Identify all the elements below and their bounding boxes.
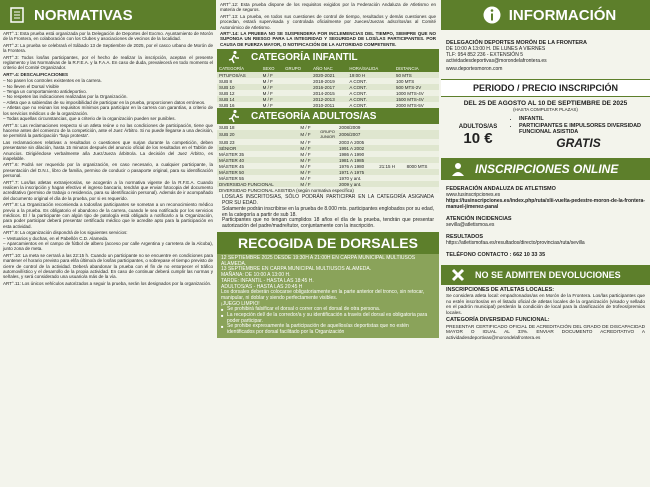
devoluciones-title: NO SE ADMITEN DEVOLUCIONES (475, 269, 621, 280)
hora-cell: 21:15 H (377, 163, 404, 169)
informacion-title: INFORMACIÓN (508, 6, 617, 24)
normativas-title: NORMATIVAS (34, 6, 133, 24)
cell: SUB 12 (217, 90, 261, 96)
precio-adultos (445, 116, 511, 150)
dorsal-line: 12 SEPTIEMBRE 2025 DESDE 19:30H A 21:00H EN CARPA MUNICIPAL MULTIUSOS ALAMEDA. (221, 255, 416, 267)
infantil-header (217, 49, 439, 65)
cell: 1971 A 1975 (337, 169, 377, 175)
categorias-column (217, 0, 439, 487)
atencion: ATENCIÓN INCIDENCIAS (446, 215, 512, 222)
cell: M / F (298, 181, 318, 187)
group-label: GRUPO JUNIOR (320, 129, 336, 139)
th-sexo: SEXO (261, 65, 284, 72)
art-9: ART°.9: La organización dispondrá de los siguientes servicios: (3, 230, 128, 236)
locales-text: Se considera atleta local: empadronados/as en Morón de la Frontera. Los/las participantes que no estén inscritos/as en el listado oficial de atletas locales de la organización (visado y sellado en el padrón municipal) perderán la condición de local para la clasificación de trofeos/premios locales. (446, 293, 645, 315)
descalificacion-3: – Tenga un comportamiento antideportivo. (3, 89, 87, 95)
cell: 1500 MTS-4V (394, 96, 439, 102)
cell: SUB 18 (217, 124, 298, 130)
art-4: ART°.4: DESCALIFICACIONES (3, 71, 69, 77)
cell: SUB 23 (217, 139, 298, 145)
cell: 1970 y ant. (337, 175, 377, 181)
online-body (441, 180, 650, 261)
runner-icon (223, 46, 245, 68)
fed-link[interactable]: https://tusinscripciones.es/index.php/ruta/xlii-vuelta-pedestre-moron-de-la-frontera-manuel-jimenez-panal (446, 197, 645, 210)
servicio-1: – Vestuarios y duchas, en el Pabellón C.D. Alameda. (3, 235, 109, 241)
cell: M / F (298, 130, 318, 139)
cell: 2012-2013 (311, 96, 347, 102)
cell: 500 MTS-2V (394, 84, 439, 90)
devoluciones-body (441, 285, 650, 344)
adultos-price: 10 € (463, 130, 493, 147)
cell: 2020-2021 (311, 72, 347, 78)
cell: PITUFOS/AS (217, 72, 261, 78)
diversidad-text: PRESENTAR CERTIFICADO OFICIAL DE ACREDITACIÓN DEL GRADO DE DISCAPACIDAD MAYOR O IGUAL AL 33%. ENVIAR DOCUMENTO ACREDITATIVO A actividadesdeportivas@morondelafrontera.es (446, 323, 645, 340)
cell: 100 MTS (394, 78, 439, 84)
adultos-title: CATEGORÍA ADULTOS/AS (251, 110, 377, 122)
gratis-label: GRATIS (556, 135, 601, 150)
normativas-header (0, 0, 216, 30)
normativas-body (0, 30, 216, 288)
telefono: TLF: 954 852 236 - EXTENSIÓN 5 (446, 52, 523, 58)
web[interactable]: www.deportesmoron.com (446, 66, 503, 72)
art-2: ART°.2: La prueba se celebrará el Sábado 13 de Septiembre de 2025, por el casco urbano de Morón de la Frontera. (3, 42, 213, 54)
descalificacion-2: – No lleven el Dorsal Visible (3, 83, 59, 89)
gratis-block (511, 116, 646, 150)
cell: 2008/2009 (337, 124, 377, 130)
cell: DIVERSIDAD FUNCIONAL (217, 181, 298, 187)
cell: 19:00 H (347, 72, 394, 78)
gratis-list (511, 116, 646, 136)
art-14: ART°.14: LA PRUEBA NO SE SUSPENDERA POR INCLEMENCIAS DEL TIEMPO, SIEMPRE QUE NO SUPONGA UN RIESGO PARA LA INTEGRIDAD Y SEGURIDAD DE LOS/LAS PARTICIPANTES. POR CAUSA DE FUERZA MAYOR, O NOTIFICACIÓN DE LA AUTORIDAD COMPETENTE. (220, 31, 436, 47)
dorsal-line: Los dorsales deberán colocarse obligatoriamente en la parte anterior del tronco, sin retocar, manipular, ni doblar y siendo perfectamente visibles. (221, 289, 425, 301)
cell: SÉNIOR (217, 145, 298, 151)
cell: M / F (298, 124, 318, 130)
fed-web[interactable]: www.tusinscripciones.es (446, 191, 501, 198)
descalificacion-6: – Atletas que no reúnan los requisitos mínimos para participar en la carrera con garantías, a criterio de los servicios médicos o de la organización. (3, 105, 213, 116)
adultos-table (217, 124, 439, 193)
descalificacion-5: – Atleta que a sabiendas de su imposibilidad de participar en la prueba, proporcionen datos erróneos. (3, 99, 206, 105)
th-hora: HORA/SALIDA (347, 65, 394, 72)
cell: MÁSTER 35 (217, 151, 298, 157)
online-title: INSCRIPCIONES ONLINE (475, 161, 619, 176)
note-2: Solamente podrán inscribirse en la prueba de 8.000 mts. participantes englobados por su edad, en la categoría a partir de sub 18. (222, 205, 434, 218)
cell: M / F (298, 163, 318, 169)
cell: A CONT. (347, 84, 394, 90)
cell: M / F (298, 157, 318, 163)
note-3: Participantes que no tengan cumplidos 18 años el día de la prueba, tendrán que presentar autorización del padre/madre/tutor, conjuntamente con la inscripción. (222, 217, 434, 230)
cell: M / F (298, 139, 318, 145)
recogida-title: RECOGIDA DE DORSALES (217, 232, 439, 254)
art-5: ART°.5: Las reclamaciones respecto si un atleta reúne o no las condiciones de participación, tiene que hacerse antes del comienzo de la competición, ante el Juez Árbitro. Si no puede llegarse a una decisión, se permitirá la participación "bajo protesta". (3, 122, 213, 139)
resultados-link[interactable]: https://atletismofaa.es/resultados/directo/provincias/ruta/sevilla (446, 239, 585, 246)
telefono-contacto: TELÉFONO CONTACTO : 662 10 33 35 (446, 251, 546, 258)
cell: M / F (261, 90, 284, 96)
email[interactable]: actividadesdeportivas@morondelafrontera.es (446, 58, 547, 64)
infantil-table (217, 65, 439, 108)
table-row (217, 130, 439, 139)
info-icon (481, 4, 503, 26)
cell: M / F (261, 78, 284, 84)
devoluciones-header (441, 265, 650, 285)
adultos-label: ADULTOS/AS (458, 124, 498, 130)
cell: SUB 10 (217, 84, 261, 90)
cell: 2006/2007 (337, 130, 377, 139)
articles-12-14 (217, 0, 439, 49)
descalificacion-4: – No respeten las indicaciones realizadas por la Organización. (3, 94, 128, 100)
document-icon (6, 4, 28, 26)
cell: MÁSTER 40 (217, 157, 298, 163)
resultados: RESULTADOS (446, 233, 484, 240)
cell: 2018-2019 (311, 78, 347, 84)
informacion-column (441, 0, 650, 487)
informacion-header (441, 0, 650, 30)
precio (441, 112, 650, 154)
list-item: • PARTICIPANTES E IMPULSORES DIVERSIDAD FUNCIONAL ASISTIDA (519, 123, 646, 136)
cell: SUB 8 (217, 78, 261, 84)
adultos-header (217, 108, 439, 124)
cell: SUB 20 (217, 130, 298, 139)
dorsal-line: ADULTOS/AS - HASTA LAS 20:45 H (221, 283, 303, 290)
list-item: • INFANTIL (519, 116, 646, 123)
th-categoria: CATEGORÍA (217, 65, 261, 72)
dorsal-line: 13 SEPTIEMBRE EN CARPA MUNICIPAL MULTIUSOS ALAMEDA. (221, 266, 372, 273)
dorsal-bullet: ■ La recepción del/ de la corredor/a y su identificación a través del dorsal es obligatoria para poder participar. (221, 313, 435, 324)
periodo-title: PERIODO / PRECIO INSCRIPCIÓN (441, 79, 650, 97)
descalificacion-7: – Todas aquellas circunstancias, que a criterio de la organización pueden ser punibles. (3, 116, 176, 122)
dorsal-line: MAÑANA: DE 10:00 A 13:00 H. (221, 272, 291, 279)
dorsal-bullet: ■ Se prohibe expresamente la participación de aquellos/as deportistas que no estén identificados por dorsal facilitado por la Organización (221, 324, 435, 335)
cell: A CONT. (347, 90, 394, 96)
th-distancia: DISTANCIA (394, 65, 439, 72)
cell: SUB 16 (217, 102, 261, 108)
cell: 2000 MTS-5V (394, 102, 439, 108)
cell: M / F (261, 72, 284, 78)
cell: M / F (298, 169, 318, 175)
dorsal-bullet: ■ Se prohibirá falsificar el dorsal o correr con el dorsal de otra persona. (221, 307, 435, 313)
cell: MÁSTER 45 (217, 163, 298, 169)
th-grupo: GRUPO (283, 65, 311, 72)
cell: M / F (261, 84, 284, 90)
art-12: ART°.12: Esta prueba dispone de los requisitos exigidos por la Federación Andaluza de Atletismo en materia de seguros. (220, 2, 436, 13)
cell: DIVERSIDAD FUNCIONAL ASISTIDA (según normativa específica) (217, 187, 439, 193)
cell: 2016-2017 (311, 84, 347, 90)
online-header (441, 158, 650, 180)
cell: A CONT. (347, 96, 394, 102)
cell: 1991 A 2002 (337, 145, 377, 151)
cell: 1986 A 1990 (337, 151, 377, 157)
dorsal-line: ¡JUEGO LIMPIO! (221, 300, 260, 307)
servicio-2: – Aparcamientos en el campo de fútbol de albero (acceso por calle Argentina y carretera de la Alcoba), junto zona de meta. (3, 241, 213, 252)
art-11: ART°.11: Los únicos vehículos autorizados a seguir la prueba, serán los designados por la organización. (3, 280, 212, 286)
federacion: FEDERACIÓN ANDALUZA DE ATLETISMO (446, 185, 556, 192)
fechas-sub: (HASTA COMPLETAR PLAZAS) (513, 107, 578, 112)
cell: 1981 A 1985 (337, 157, 377, 163)
informacion-body (441, 30, 650, 75)
descalificacion-1: – No pasen los controles existentes en la carrera. (3, 78, 102, 84)
art-8: ART°.8: La Organización recomienda a todos/las participantes se sometan a un reconocimiento médico previo a la prueba. Es obligatorio el abandono de la carrera, cuando le sea notificado por los servicios médicos. El / la participante con algún tipo de patología está obligado a notificarlo a la Organización, para poder participar deberá presentar certificado médico que le acredite apto para la participación en esta actividad. (3, 202, 213, 229)
close-icon (447, 264, 469, 286)
cell: M / F (298, 145, 318, 151)
infantil-header-row (217, 65, 439, 72)
distancia-cell: 8000 MTS (405, 163, 439, 169)
note-1: LOS/LAS INSCRITOS/AS, SÓLO PODRÁN PARTICIPAR EN LA CATEGORÍA ASIGNADA POR SU EDAD. (222, 194, 434, 207)
fechas-main: DEL 25 DE AGOSTO AL 10 DE SEPTIEMBRE DE 2025 (463, 100, 628, 107)
delegacion: DELEGACIÓN DEPORTES MORÓN DE LA FRONTERA (446, 40, 587, 46)
normativas-column (0, 0, 216, 487)
art-5-b: Las reclamaciones relativas a resultados o cuestiones que surjan durante la competición, deben presentarse sin dilación, hasta 15 minutos después del anuncio oficial de los resultados en el Tablón de Anuncios. Dirigiéndose verbalmente a/la Juez/Jueza árbitro/a. La decisión del Juez Árbitro, es inapelable. (3, 139, 213, 161)
atencion-mail[interactable]: sevilla@atletismoa.es (446, 221, 495, 228)
cell: M / F (261, 96, 284, 102)
art-7: ART°.7: Los/las atletas extranjeros/as, se acogerán a la normativa vigente de la R.F.E.A. Cuando realicen la inscripción y hagan efectivo el ingreso bancario, tendrán que enviar fotocopia del documento acreditativo (permiso de trabajo o residencia, para su identificación personal). Además de ir acompañado del documento original el día de la prueba, por si es requerido. (3, 179, 213, 201)
art-3: ART°.3: Todos los/las participantes, por el hecho de realizar la inscripción, aceptan el presente reglamento y las Normativas de la R.F.E.A. y la F.A.A. En caso de duda, prevalecerá en todo momento el criterio del Comité Organizador. (3, 54, 213, 71)
person-icon (447, 158, 469, 180)
cell: 2010-2011 (311, 102, 347, 108)
cell: M / F (298, 151, 318, 157)
cell: SUB 14 (217, 96, 261, 102)
notes (217, 193, 439, 232)
cell: 1976 A 1980 (337, 163, 377, 169)
cell: MÁSTER 50 (217, 169, 298, 175)
locales-title: INSCRIPCIONES DE ATLETAS LOCALES: (446, 286, 555, 293)
art-1: ART°.1: Esta prueba está organizada por la Delegación de Deportes del Excmo. Ayuntamiento de Morón de la Frontera, en colaboración con los Clubes y asociaciones de vecinos de la localidad. (3, 31, 213, 42)
infantil-title: CATEGORÍA INFANTIL (251, 51, 358, 63)
cell: MÁSTER 55 (217, 175, 298, 181)
fechas (441, 97, 650, 112)
cell: 2014-2015 (311, 90, 347, 96)
horario: DE 10:00 A 13:00 H. DE LUNES A VIERNES (446, 46, 546, 52)
cell: A CONT. (347, 102, 394, 108)
art-6: ART°.6: Podrá ser requerido por la organización, en caso necesario, a cualquier participante, la presentación del D.N.I., libro de familia, permiso de conducir o pasaporte original, para su identificación personal. (3, 162, 213, 179)
art-10: ART°.10: La meta se cerrará a las 22:15 h. Cuando un participante no se encuentre en condiciones para mantener el horario previsto para el/la último/a de los/las participantes, o sobrepase el tiempo previsto de cierre de control de la actividad. Deberá abandonar la prueba con el fin de no entorpecer el tráfico automovilístico y el desarrollo de la propia actividad. En caso de continuar deberá cumplir las normas y señales, y será considerado una usuario/a más de la vía. (3, 252, 213, 280)
diversidad-title: CATEGORÍA DIVERSIDAD FUNCIONAL: (446, 317, 550, 323)
cell: 2009 y ant. (337, 181, 377, 187)
dorsal-line: TARDE: INFANTIL - HASTA LAS 18:45 H. (221, 277, 314, 284)
cell: 2003 A 2005 (337, 139, 377, 145)
dorsales-body (217, 254, 439, 338)
cell: A CONT. (347, 78, 394, 84)
adultos-table-wrap (217, 124, 439, 193)
cell: 50 MTS (394, 72, 439, 78)
cell: M / F (298, 175, 318, 181)
art-13: ART°.13: La prueba, en todos sus cuestiones de control de tiempo, resultados y demás cuestiones que procedan, estará supervisada y controlada oficialmente por Jueces/Juezas adscritos/as al Comité Autonómico de Atletismo. (220, 13, 436, 30)
th-ano: AÑO NAC (311, 65, 347, 72)
cell: 1000 MTS-4V (394, 90, 439, 96)
cell: M / F (261, 102, 284, 108)
table-row (217, 187, 439, 193)
